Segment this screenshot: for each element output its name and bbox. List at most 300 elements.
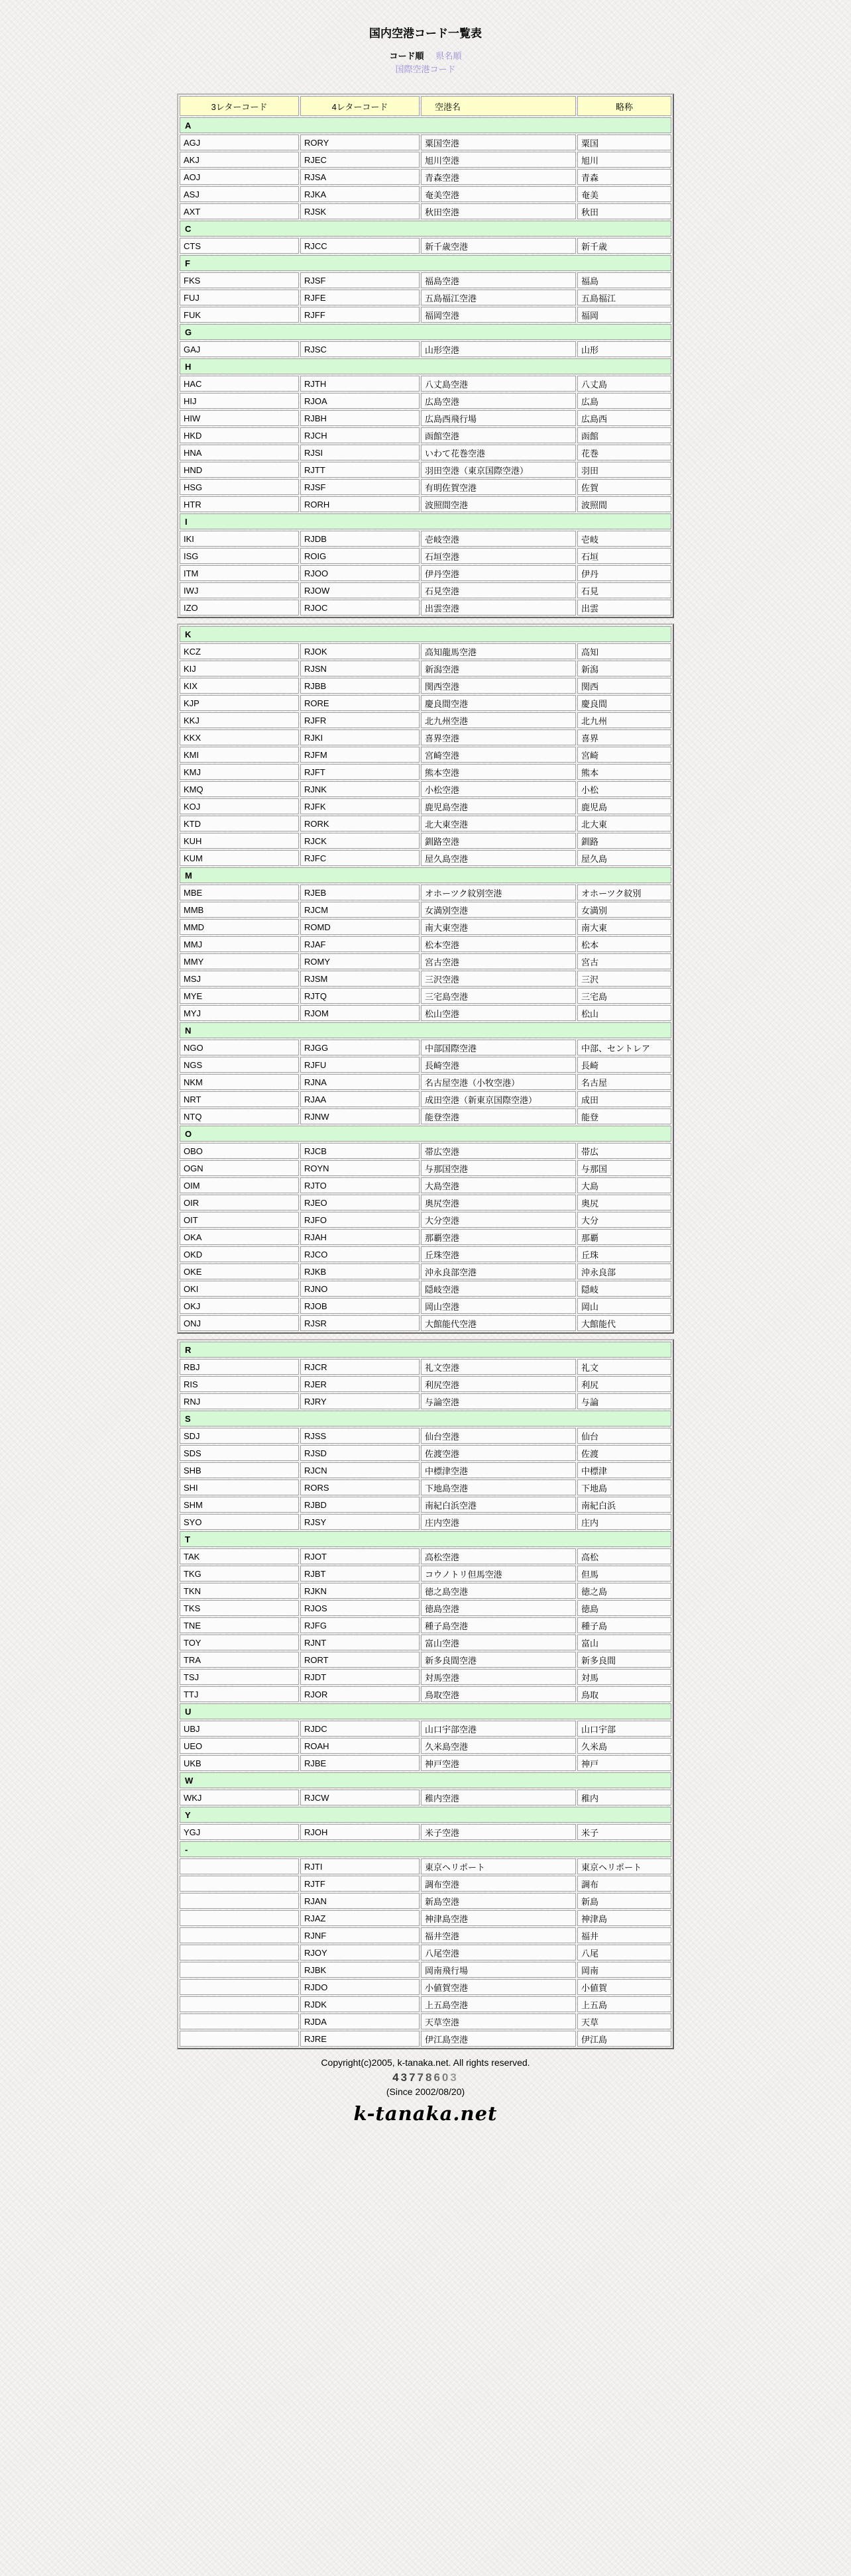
- cell-airport-name: 庄内空港: [421, 1514, 576, 1530]
- cell-4letter-code: RJOA: [300, 393, 420, 409]
- cell-abbreviation: 新多良間: [577, 1652, 671, 1668]
- cell-abbreviation: 粟国: [577, 134, 671, 150]
- cell-airport-name: 稚内空港: [421, 1790, 576, 1805]
- table-row: [180, 971, 671, 987]
- cell-3letter-code: SHI: [180, 1479, 299, 1495]
- cell-airport-name: 三沢空港: [421, 971, 576, 987]
- section-letter-row: [180, 1807, 671, 1823]
- cell-3letter-code: MBE: [180, 885, 299, 900]
- cell-airport-name: 対馬空港: [421, 1669, 576, 1685]
- table-row: [180, 1376, 671, 1392]
- cell-airport-name: 岡南飛行場: [421, 1962, 576, 1978]
- cell-airport-name: 徳島空港: [421, 1600, 576, 1616]
- table-row: [180, 1445, 671, 1461]
- cell-abbreviation: 種子島: [577, 1617, 671, 1633]
- table-row: [180, 1462, 671, 1478]
- table-row: [180, 1057, 671, 1073]
- column-header: 空港名: [421, 96, 576, 116]
- cell-4letter-code: RJTT: [300, 462, 420, 478]
- cell-3letter-code: [180, 1910, 299, 1926]
- cell-airport-name: 福井空港: [421, 1927, 576, 1943]
- table-row: [180, 661, 671, 676]
- cell-airport-name: 鹿児島空港: [421, 798, 576, 814]
- cell-4letter-code: RJDK: [300, 1996, 420, 2012]
- cell-airport-name: 広島空港: [421, 393, 576, 409]
- table-row: [180, 747, 671, 763]
- cell-abbreviation: 岡南: [577, 1962, 671, 1978]
- section-letter: I: [180, 513, 671, 529]
- cell-4letter-code: RORS: [300, 1479, 420, 1495]
- cell-airport-name: 新千歳空港: [421, 238, 576, 254]
- cell-4letter-code: RJSD: [300, 1445, 420, 1461]
- section-letter-row: [180, 117, 671, 133]
- cell-airport-name: 有明佐賀空港: [421, 479, 576, 495]
- cell-abbreviation: 函館: [577, 427, 671, 443]
- cell-4letter-code: RORT: [300, 1652, 420, 1668]
- cell-abbreviation: 沖永良部: [577, 1263, 671, 1279]
- cell-3letter-code: [180, 1876, 299, 1892]
- cell-4letter-code: RJTI: [300, 1858, 420, 1874]
- table-row: [180, 1074, 671, 1090]
- cell-4letter-code: RJBE: [300, 1755, 420, 1771]
- cell-airport-name: 与論空港: [421, 1393, 576, 1409]
- cell-4letter-code: RJFG: [300, 1617, 420, 1633]
- table-row: [180, 988, 671, 1004]
- cell-4letter-code: RJTQ: [300, 988, 420, 1004]
- order-nav: [0, 50, 851, 76]
- cell-3letter-code: [180, 1979, 299, 1995]
- cell-4letter-code: RJOH: [300, 1824, 420, 1840]
- table-row: [180, 833, 671, 849]
- cell-3letter-code: NGO: [180, 1040, 299, 1055]
- cell-abbreviation: 福島: [577, 272, 671, 288]
- cell-3letter-code: KUM: [180, 850, 299, 866]
- cell-3letter-code: OGN: [180, 1160, 299, 1176]
- table-row: [180, 798, 671, 814]
- cell-3letter-code: OIM: [180, 1177, 299, 1193]
- cell-airport-name: 天草空港: [421, 2013, 576, 2029]
- section-letter-row: [180, 1126, 671, 1142]
- cell-4letter-code: RJSN: [300, 661, 420, 676]
- cell-airport-name: 松山空港: [421, 1005, 576, 1021]
- section-letter: T: [180, 1531, 671, 1547]
- table-row: [180, 1686, 671, 1702]
- cell-abbreviation: 鳥取: [577, 1686, 671, 1702]
- cell-abbreviation: 神津島: [577, 1910, 671, 1926]
- cell-3letter-code: KKX: [180, 729, 299, 745]
- section-letter: R: [180, 1342, 671, 1358]
- cell-4letter-code: RJDC: [300, 1721, 420, 1737]
- cell-3letter-code: [180, 1893, 299, 1909]
- cell-4letter-code: RJRY: [300, 1393, 420, 1409]
- cell-airport-name: 女満別空港: [421, 902, 576, 918]
- cell-abbreviation: 福井: [577, 1927, 671, 1943]
- cell-4letter-code: RJCW: [300, 1790, 420, 1805]
- cell-4letter-code: RJSM: [300, 971, 420, 987]
- cell-3letter-code: SYO: [180, 1514, 299, 1530]
- table-row: [180, 1108, 671, 1124]
- cell-3letter-code: TKG: [180, 1566, 299, 1582]
- table-row: [180, 781, 671, 797]
- section-letter: K: [180, 626, 671, 642]
- table-row: [180, 902, 671, 918]
- table-row: [180, 695, 671, 711]
- cell-airport-name: 佐渡空港: [421, 1445, 576, 1461]
- cell-abbreviation: 大分: [577, 1212, 671, 1228]
- cell-4letter-code: RJNK: [300, 781, 420, 797]
- cell-3letter-code: RIS: [180, 1376, 299, 1392]
- cell-airport-name: 羽田空港（東京国際空港）: [421, 462, 576, 478]
- cell-abbreviation: 調布: [577, 1876, 671, 1892]
- cell-4letter-code: RJFO: [300, 1212, 420, 1228]
- table-row: [180, 1212, 671, 1228]
- cell-airport-name: 米子空港: [421, 1824, 576, 1840]
- cell-4letter-code: RJOO: [300, 565, 420, 581]
- table-row: [180, 307, 671, 323]
- cell-abbreviation: 広島西: [577, 410, 671, 426]
- table-row: [180, 816, 671, 832]
- cell-3letter-code: UKB: [180, 1755, 299, 1771]
- table-row: [180, 1669, 671, 1685]
- cell-airport-name: 福島空港: [421, 272, 576, 288]
- cell-4letter-code: RJNW: [300, 1108, 420, 1124]
- cell-3letter-code: ONJ: [180, 1315, 299, 1331]
- cell-airport-name: 南紀白浜空港: [421, 1497, 576, 1513]
- cell-abbreviation: 但馬: [577, 1566, 671, 1582]
- section-letter: C: [180, 221, 671, 237]
- copyright-text: Copyright(c)2005, k-tanaka.net. All rights reserved.: [321, 2057, 530, 2068]
- cell-abbreviation: 成田: [577, 1091, 671, 1107]
- table-row: [180, 1160, 671, 1176]
- table-row: [180, 496, 671, 512]
- cell-abbreviation: 徳島: [577, 1600, 671, 1616]
- table-row: [180, 462, 671, 478]
- cell-3letter-code: HKD: [180, 427, 299, 443]
- cell-abbreviation: 米子: [577, 1824, 671, 1840]
- cell-4letter-code: RJEC: [300, 152, 420, 168]
- cell-3letter-code: [180, 1962, 299, 1978]
- cell-3letter-code: TKN: [180, 1583, 299, 1599]
- table-row: [180, 885, 671, 900]
- cell-airport-name: 喜界空港: [421, 729, 576, 745]
- section-letter-row: [180, 626, 671, 642]
- cell-3letter-code: RNJ: [180, 1393, 299, 1409]
- cell-abbreviation: 与那国: [577, 1160, 671, 1176]
- table-row: [180, 1600, 671, 1616]
- cell-abbreviation: オホーツク紋別: [577, 885, 671, 900]
- cell-4letter-code: RJNO: [300, 1281, 420, 1297]
- cell-abbreviation: 関西: [577, 678, 671, 694]
- nav-prefecture-order-link[interactable]: 県名順: [435, 51, 462, 61]
- cell-4letter-code: RORK: [300, 816, 420, 832]
- cell-3letter-code: OKE: [180, 1263, 299, 1279]
- cell-abbreviation: 東京ヘリポート: [577, 1858, 671, 1874]
- cell-airport-name: 東京ヘリポート: [421, 1858, 576, 1874]
- cell-abbreviation: 下地島: [577, 1479, 671, 1495]
- cell-4letter-code: RJSI: [300, 445, 420, 460]
- section-letter-row: [180, 358, 671, 374]
- cell-airport-name: 中標津空港: [421, 1462, 576, 1478]
- cell-airport-name: 広島西飛行場: [421, 410, 576, 426]
- cell-airport-name: 調布空港: [421, 1876, 576, 1892]
- cell-4letter-code: RJFC: [300, 850, 420, 866]
- nav-international-codes-link[interactable]: 国際空港コード: [395, 64, 456, 74]
- cell-abbreviation: 宮崎: [577, 747, 671, 763]
- section-letter-row: [180, 1531, 671, 1547]
- site-logo[interactable]: k-tanaka.net: [353, 2102, 498, 2125]
- cell-3letter-code: OKJ: [180, 1298, 299, 1314]
- cell-3letter-code: TSJ: [180, 1669, 299, 1685]
- cell-3letter-code: OKI: [180, 1281, 299, 1297]
- cell-abbreviation: 松本: [577, 936, 671, 952]
- cell-4letter-code: RJBH: [300, 410, 420, 426]
- cell-abbreviation: 三宅島: [577, 988, 671, 1004]
- cell-abbreviation: 大館能代: [577, 1315, 671, 1331]
- cell-4letter-code: RJFT: [300, 764, 420, 780]
- cell-4letter-code: RJSS: [300, 1428, 420, 1444]
- cell-3letter-code: AGJ: [180, 134, 299, 150]
- cell-4letter-code: RJSR: [300, 1315, 420, 1331]
- table-row: [180, 1893, 671, 1909]
- cell-4letter-code: RJBT: [300, 1566, 420, 1582]
- cell-airport-name: 種子島空港: [421, 1617, 576, 1633]
- cell-airport-name: 松本空港: [421, 936, 576, 952]
- section-letter-row: [180, 1342, 671, 1358]
- cell-3letter-code: CTS: [180, 238, 299, 254]
- cell-abbreviation: 上五島: [577, 1996, 671, 2012]
- cell-4letter-code: RJAZ: [300, 1910, 420, 1926]
- table-row: [180, 272, 671, 288]
- cell-3letter-code: AOJ: [180, 169, 299, 185]
- cell-3letter-code: TNE: [180, 1617, 299, 1633]
- cell-3letter-code: KMI: [180, 747, 299, 763]
- table-row: [180, 712, 671, 728]
- cell-4letter-code: ROYN: [300, 1160, 420, 1176]
- table-row: [180, 1177, 671, 1193]
- cell-abbreviation: 那覇: [577, 1229, 671, 1245]
- cell-abbreviation: 丘珠: [577, 1246, 671, 1262]
- cell-3letter-code: MMJ: [180, 936, 299, 952]
- cell-airport-name: 沖永良部空港: [421, 1263, 576, 1279]
- cell-airport-name: 慶良間空港: [421, 695, 576, 711]
- cell-abbreviation: 南紀白浜: [577, 1497, 671, 1513]
- cell-airport-name: 高知龍馬空港: [421, 643, 576, 659]
- cell-airport-name: 旭川空港: [421, 152, 576, 168]
- cell-3letter-code: [180, 1996, 299, 2012]
- cell-3letter-code: ISG: [180, 548, 299, 564]
- table-row: [180, 238, 671, 254]
- cell-3letter-code: OBO: [180, 1143, 299, 1159]
- cell-3letter-code: FUJ: [180, 290, 299, 305]
- cell-abbreviation: 五島福江: [577, 290, 671, 305]
- cell-abbreviation: 利尻: [577, 1376, 671, 1392]
- section-letter: U: [180, 1703, 671, 1719]
- cell-4letter-code: RJCH: [300, 427, 420, 443]
- table-row: [180, 445, 671, 460]
- table-row: [180, 410, 671, 426]
- cell-4letter-code: RJKA: [300, 186, 420, 202]
- cell-3letter-code: SDS: [180, 1445, 299, 1461]
- airport-code-table: [177, 93, 674, 618]
- cell-abbreviation: 対馬: [577, 1669, 671, 1685]
- page-footer: [0, 2057, 851, 2125]
- cell-abbreviation: 仙台: [577, 1428, 671, 1444]
- cell-abbreviation: 佐渡: [577, 1445, 671, 1461]
- table-row: [180, 1790, 671, 1805]
- cell-airport-name: 八丈島空港: [421, 376, 576, 392]
- cell-3letter-code: HSG: [180, 479, 299, 495]
- cell-abbreviation: 小松: [577, 781, 671, 797]
- cell-abbreviation: 帯広: [577, 1143, 671, 1159]
- cell-airport-name: 関西空港: [421, 678, 576, 694]
- cell-airport-name: 大館能代空港: [421, 1315, 576, 1331]
- cell-airport-name: 石垣空港: [421, 548, 576, 564]
- cell-abbreviation: 八尾: [577, 1945, 671, 1960]
- cell-3letter-code: [180, 1945, 299, 1960]
- cell-airport-name: 釧路空港: [421, 833, 576, 849]
- cell-abbreviation: 神戸: [577, 1755, 671, 1771]
- table-row: [180, 764, 671, 780]
- table-row: [180, 1246, 671, 1262]
- cell-3letter-code: NGS: [180, 1057, 299, 1073]
- cell-4letter-code: RJSY: [300, 1514, 420, 1530]
- section-letter-row: [180, 867, 671, 883]
- table-row: [180, 1583, 671, 1599]
- cell-airport-name: 新島空港: [421, 1893, 576, 1909]
- cell-3letter-code: KKJ: [180, 712, 299, 728]
- page-title: 国内空港コード一覧表: [369, 27, 482, 40]
- cell-abbreviation: 佐賀: [577, 479, 671, 495]
- cell-airport-name: 石見空港: [421, 582, 576, 598]
- cell-3letter-code: TRA: [180, 1652, 299, 1668]
- cell-4letter-code: RJER: [300, 1376, 420, 1392]
- cell-airport-name: 八尾空港: [421, 1945, 576, 1960]
- airport-code-page: [0, 24, 851, 2125]
- cell-3letter-code: MMB: [180, 902, 299, 918]
- table-row: [180, 393, 671, 409]
- column-header: 略称: [577, 96, 671, 116]
- cell-airport-name: 青森空港: [421, 169, 576, 185]
- cell-abbreviation: 熊本: [577, 764, 671, 780]
- table-row: [180, 1721, 671, 1737]
- cell-4letter-code: RJOC: [300, 600, 420, 616]
- table-row: [180, 1824, 671, 1840]
- cell-airport-name: 宮古空港: [421, 953, 576, 969]
- cell-3letter-code: KIJ: [180, 661, 299, 676]
- cell-airport-name: 伊丹空港: [421, 565, 576, 581]
- table-row: [180, 600, 671, 616]
- table-row: [180, 1005, 671, 1021]
- cell-3letter-code: OIR: [180, 1195, 299, 1210]
- cell-4letter-code: RJDB: [300, 531, 420, 547]
- cell-4letter-code: RJAA: [300, 1091, 420, 1107]
- cell-airport-name: 伊江島空港: [421, 2031, 576, 2047]
- cell-airport-name: 中部国際空港: [421, 1040, 576, 1055]
- cell-4letter-code: ROMD: [300, 919, 420, 935]
- table-row: [180, 919, 671, 935]
- cell-abbreviation: 旭川: [577, 152, 671, 168]
- cell-4letter-code: RJSC: [300, 341, 420, 357]
- table-row: [180, 1428, 671, 1444]
- table-row: [180, 1263, 671, 1279]
- cell-3letter-code: UEO: [180, 1738, 299, 1754]
- nav-code-order-current: コード順: [389, 51, 424, 61]
- cell-4letter-code: RJAF: [300, 936, 420, 952]
- table-row: [180, 643, 671, 659]
- cell-4letter-code: RJSF: [300, 272, 420, 288]
- cell-abbreviation: 大島: [577, 1177, 671, 1193]
- cell-airport-name: オホーツク紋別空港: [421, 885, 576, 900]
- table-row: [180, 1876, 671, 1892]
- table-row: [180, 531, 671, 547]
- cell-abbreviation: 新千歳: [577, 238, 671, 254]
- table-row: [180, 1996, 671, 2012]
- cell-4letter-code: RJCO: [300, 1246, 420, 1262]
- table-row: [180, 479, 671, 495]
- section-letter: H: [180, 358, 671, 374]
- cell-abbreviation: 小値賀: [577, 1979, 671, 1995]
- cell-airport-name: 久米島空港: [421, 1738, 576, 1754]
- cell-4letter-code: RJFM: [300, 747, 420, 763]
- cell-airport-name: 名古屋空港（小牧空港）: [421, 1074, 576, 1090]
- cell-abbreviation: 高知: [577, 643, 671, 659]
- cell-4letter-code: RJBK: [300, 1962, 420, 1978]
- cell-abbreviation: 能登: [577, 1108, 671, 1124]
- cell-4letter-code: RJOS: [300, 1600, 420, 1616]
- cell-airport-name: 南大東空港: [421, 919, 576, 935]
- cell-airport-name: 下地島空港: [421, 1479, 576, 1495]
- cell-airport-name: 那覇空港: [421, 1229, 576, 1245]
- cell-airport-name: 上五島空港: [421, 1996, 576, 2012]
- cell-3letter-code: OKA: [180, 1229, 299, 1245]
- table-row: [180, 850, 671, 866]
- table-row: [180, 1738, 671, 1754]
- cell-abbreviation: 徳之島: [577, 1583, 671, 1599]
- cell-abbreviation: 新島: [577, 1893, 671, 1909]
- cell-3letter-code: KMQ: [180, 781, 299, 797]
- cell-3letter-code: HTR: [180, 496, 299, 512]
- cell-4letter-code: RJSF: [300, 479, 420, 495]
- cell-3letter-code: SDJ: [180, 1428, 299, 1444]
- cell-airport-name: 小値賀空港: [421, 1979, 576, 1995]
- cell-4letter-code: RJDO: [300, 1979, 420, 1995]
- cell-4letter-code: RJTO: [300, 1177, 420, 1193]
- section-letter: F: [180, 255, 671, 271]
- cell-abbreviation: 福岡: [577, 307, 671, 323]
- table-row: [180, 2013, 671, 2029]
- cell-4letter-code: ROMY: [300, 953, 420, 969]
- cell-abbreviation: 鹿児島: [577, 798, 671, 814]
- cell-airport-name: 山口宇部空港: [421, 1721, 576, 1737]
- cell-3letter-code: UBJ: [180, 1721, 299, 1737]
- cell-abbreviation: 秋田: [577, 203, 671, 219]
- cell-4letter-code: RORY: [300, 134, 420, 150]
- cell-4letter-code: RJKN: [300, 1583, 420, 1599]
- cell-abbreviation: 慶良間: [577, 695, 671, 711]
- cell-abbreviation: 奥尻: [577, 1195, 671, 1210]
- cell-4letter-code: RJCR: [300, 1359, 420, 1375]
- cell-airport-name: 北大東空港: [421, 816, 576, 832]
- cell-4letter-code: RJTH: [300, 376, 420, 392]
- cell-4letter-code: RJCC: [300, 238, 420, 254]
- table-row: [180, 1617, 671, 1633]
- table-row: [180, 152, 671, 168]
- section-letter: Y: [180, 1807, 671, 1823]
- cell-4letter-code: RJKB: [300, 1263, 420, 1279]
- cell-4letter-code: RJOK: [300, 643, 420, 659]
- cell-3letter-code: KIX: [180, 678, 299, 694]
- cell-airport-name: 北九州空港: [421, 712, 576, 728]
